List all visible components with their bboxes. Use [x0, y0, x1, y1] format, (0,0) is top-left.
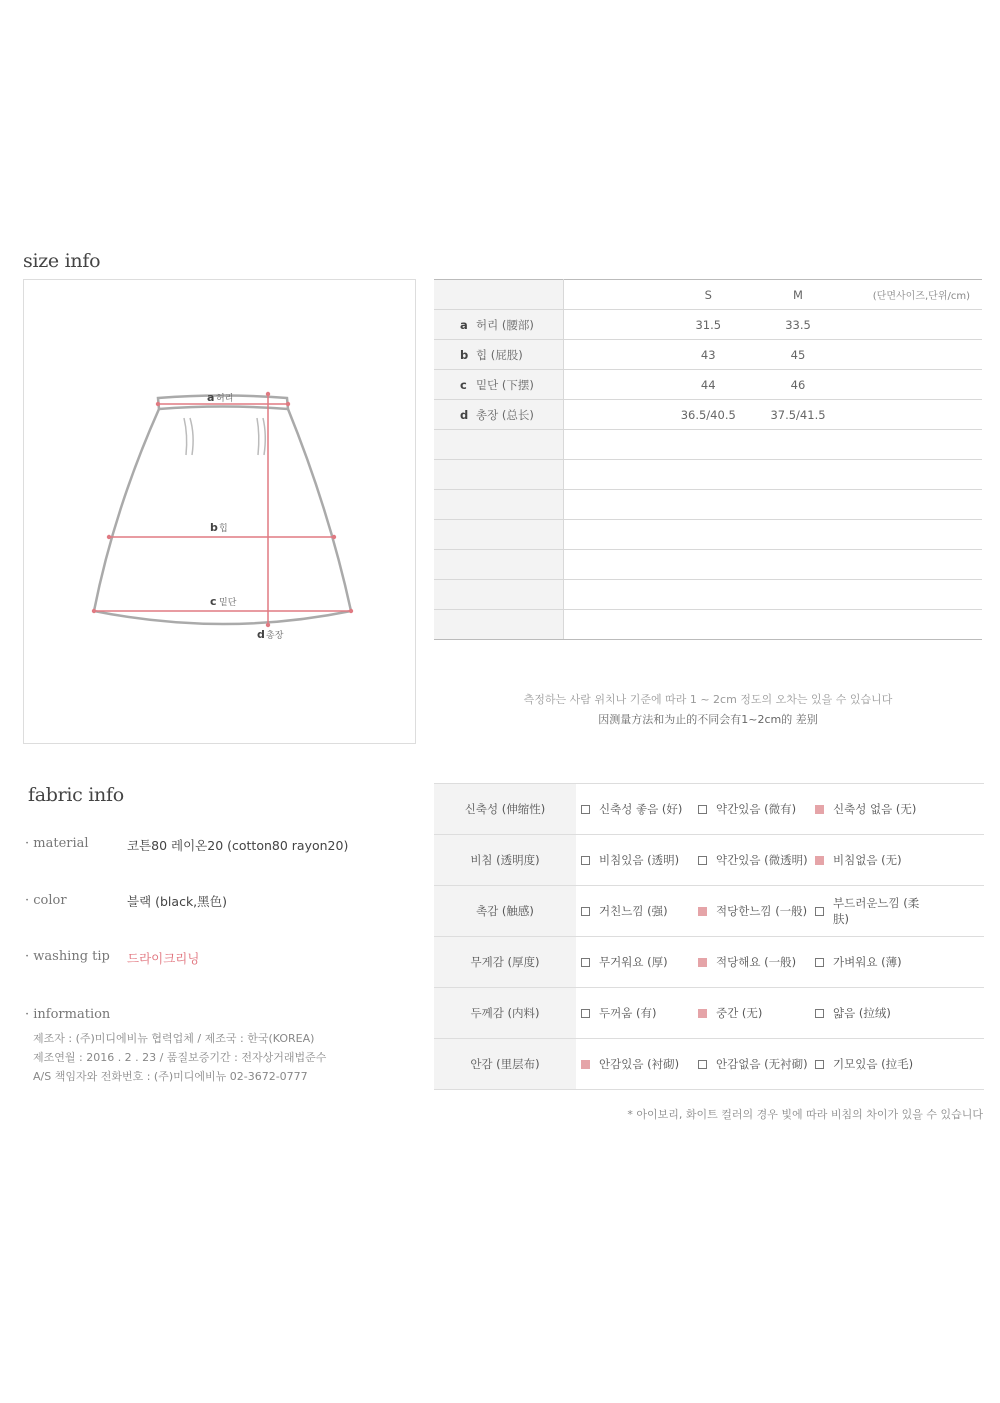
- label-b: b: [210, 521, 218, 534]
- information-label: · information: [25, 1007, 111, 1022]
- checkbox-icon: [581, 907, 590, 916]
- info-line-3: A/S 책임자와 전화번호 : (주)미디에비뉴 02-3672-0777: [33, 1070, 308, 1083]
- label-a-text: 허리: [216, 394, 234, 404]
- label-b-text: 힙: [219, 524, 228, 534]
- fabric-row: 무게감 (厚度) 무거워요 (厚) 적당해요 (一般) 가벼워요 (薄): [434, 937, 984, 988]
- fabric-row: 안감 (里层布) 안감있음 (衬砌) 안감없음 (无衬砌) 기모있음 (拉毛): [434, 1039, 984, 1090]
- size-table: [434, 279, 982, 640]
- skirt-outline-icon: [24, 280, 417, 745]
- header-m: M: [763, 280, 833, 310]
- table-row: c 밑단 (下摆) 44 46: [434, 370, 982, 400]
- checkbox-checked-icon: [581, 1060, 590, 1069]
- color-label: · color: [25, 893, 67, 908]
- fabric-note: * 아이보리, 화이트 컬러의 경우 빛에 따라 비침의 차이가 있을 수 있습니다: [627, 1108, 983, 1121]
- checkbox-icon: [815, 907, 824, 916]
- info-line-1: 제조자 : (주)미디에비뉴 협력업체 / 제조국 : 한국(KOREA): [33, 1032, 315, 1045]
- checkbox-checked-icon: [698, 958, 707, 967]
- fabric-row: 비침 (透明度) 비침있음 (透明) 약간있음 (微透明) 비침없음 (无): [434, 835, 984, 886]
- fabric-row: 촉감 (触感) 거친느낌 (强) 적당한느낌 (一般) 부드러운느낌 (柔肤): [434, 886, 984, 937]
- skirt-diagram: [23, 279, 416, 744]
- checkbox-icon: [581, 958, 590, 967]
- checkbox-icon: [698, 1060, 707, 1069]
- checkbox-icon: [581, 856, 590, 865]
- label-a: a: [207, 391, 215, 404]
- fabric-row: 신축성 (伸缩性) 신축성 좋음 (好) 약간있음 (微有) 신축성 없음 (无): [434, 784, 984, 835]
- measure-note-ko: 측정하는 사람 위치나 기준에 따라 1 ~ 2cm 정도의 오차는 있을 수 있습니다: [523, 693, 893, 706]
- label-d-text: 총장: [266, 631, 284, 641]
- header-s: S: [563, 280, 763, 310]
- table-row-empty: [434, 430, 982, 460]
- checkbox-icon: [815, 958, 824, 967]
- washing-label: · washing tip: [25, 949, 110, 964]
- label-c-text: 밑단: [219, 598, 237, 608]
- checkbox-checked-icon: [815, 856, 824, 865]
- size-info-title: size info: [23, 250, 101, 272]
- table-row: b 힙 (屁股) 43 45: [434, 340, 982, 370]
- material-value: 코튼80 레이온20 (cotton80 rayon20): [127, 838, 349, 853]
- table-row-empty: [434, 460, 982, 490]
- header-unit: (단면사이즈,단위/cm): [833, 280, 982, 310]
- table-row: a 허리 (腰部) 31.5 33.5: [434, 310, 982, 340]
- fabric-table: [434, 783, 984, 1090]
- table-row: d 총장 (总长) 36.5/40.5 37.5/41.5: [434, 400, 982, 430]
- washing-value: 드라이크리닝: [127, 951, 200, 966]
- fabric-row: 두께감 (内料) 두꺼움 (有) 중간 (无) 얇음 (拉绒): [434, 988, 984, 1039]
- table-row-empty: [434, 580, 982, 610]
- checkbox-icon: [815, 1060, 824, 1069]
- material-label: · material: [25, 836, 89, 851]
- checkbox-icon: [698, 856, 707, 865]
- checkbox-checked-icon: [698, 1009, 707, 1018]
- checkbox-checked-icon: [815, 805, 824, 814]
- checkbox-icon: [815, 1009, 824, 1018]
- table-row-empty: [434, 550, 982, 580]
- fabric-info-title: fabric info: [28, 784, 124, 806]
- size-table-header: [434, 280, 982, 310]
- measure-note-cn: 因测量方法和为止的不同会有1~2cm的 差别: [598, 713, 818, 726]
- checkbox-icon: [581, 805, 590, 814]
- info-line-2: 제조연월 : 2016 . 2 . 23 / 품질보증기간 : 전자상거래법준수: [33, 1051, 327, 1064]
- color-value: 블랙 (black,黑色): [127, 894, 228, 909]
- label-c: c: [210, 595, 217, 608]
- checkbox-checked-icon: [698, 907, 707, 916]
- checkbox-icon: [581, 1009, 590, 1018]
- table-row-empty: [434, 520, 982, 550]
- checkbox-icon: [698, 805, 707, 814]
- table-row-empty: [434, 490, 982, 520]
- table-row-empty: [434, 610, 982, 640]
- label-d: d: [257, 628, 265, 641]
